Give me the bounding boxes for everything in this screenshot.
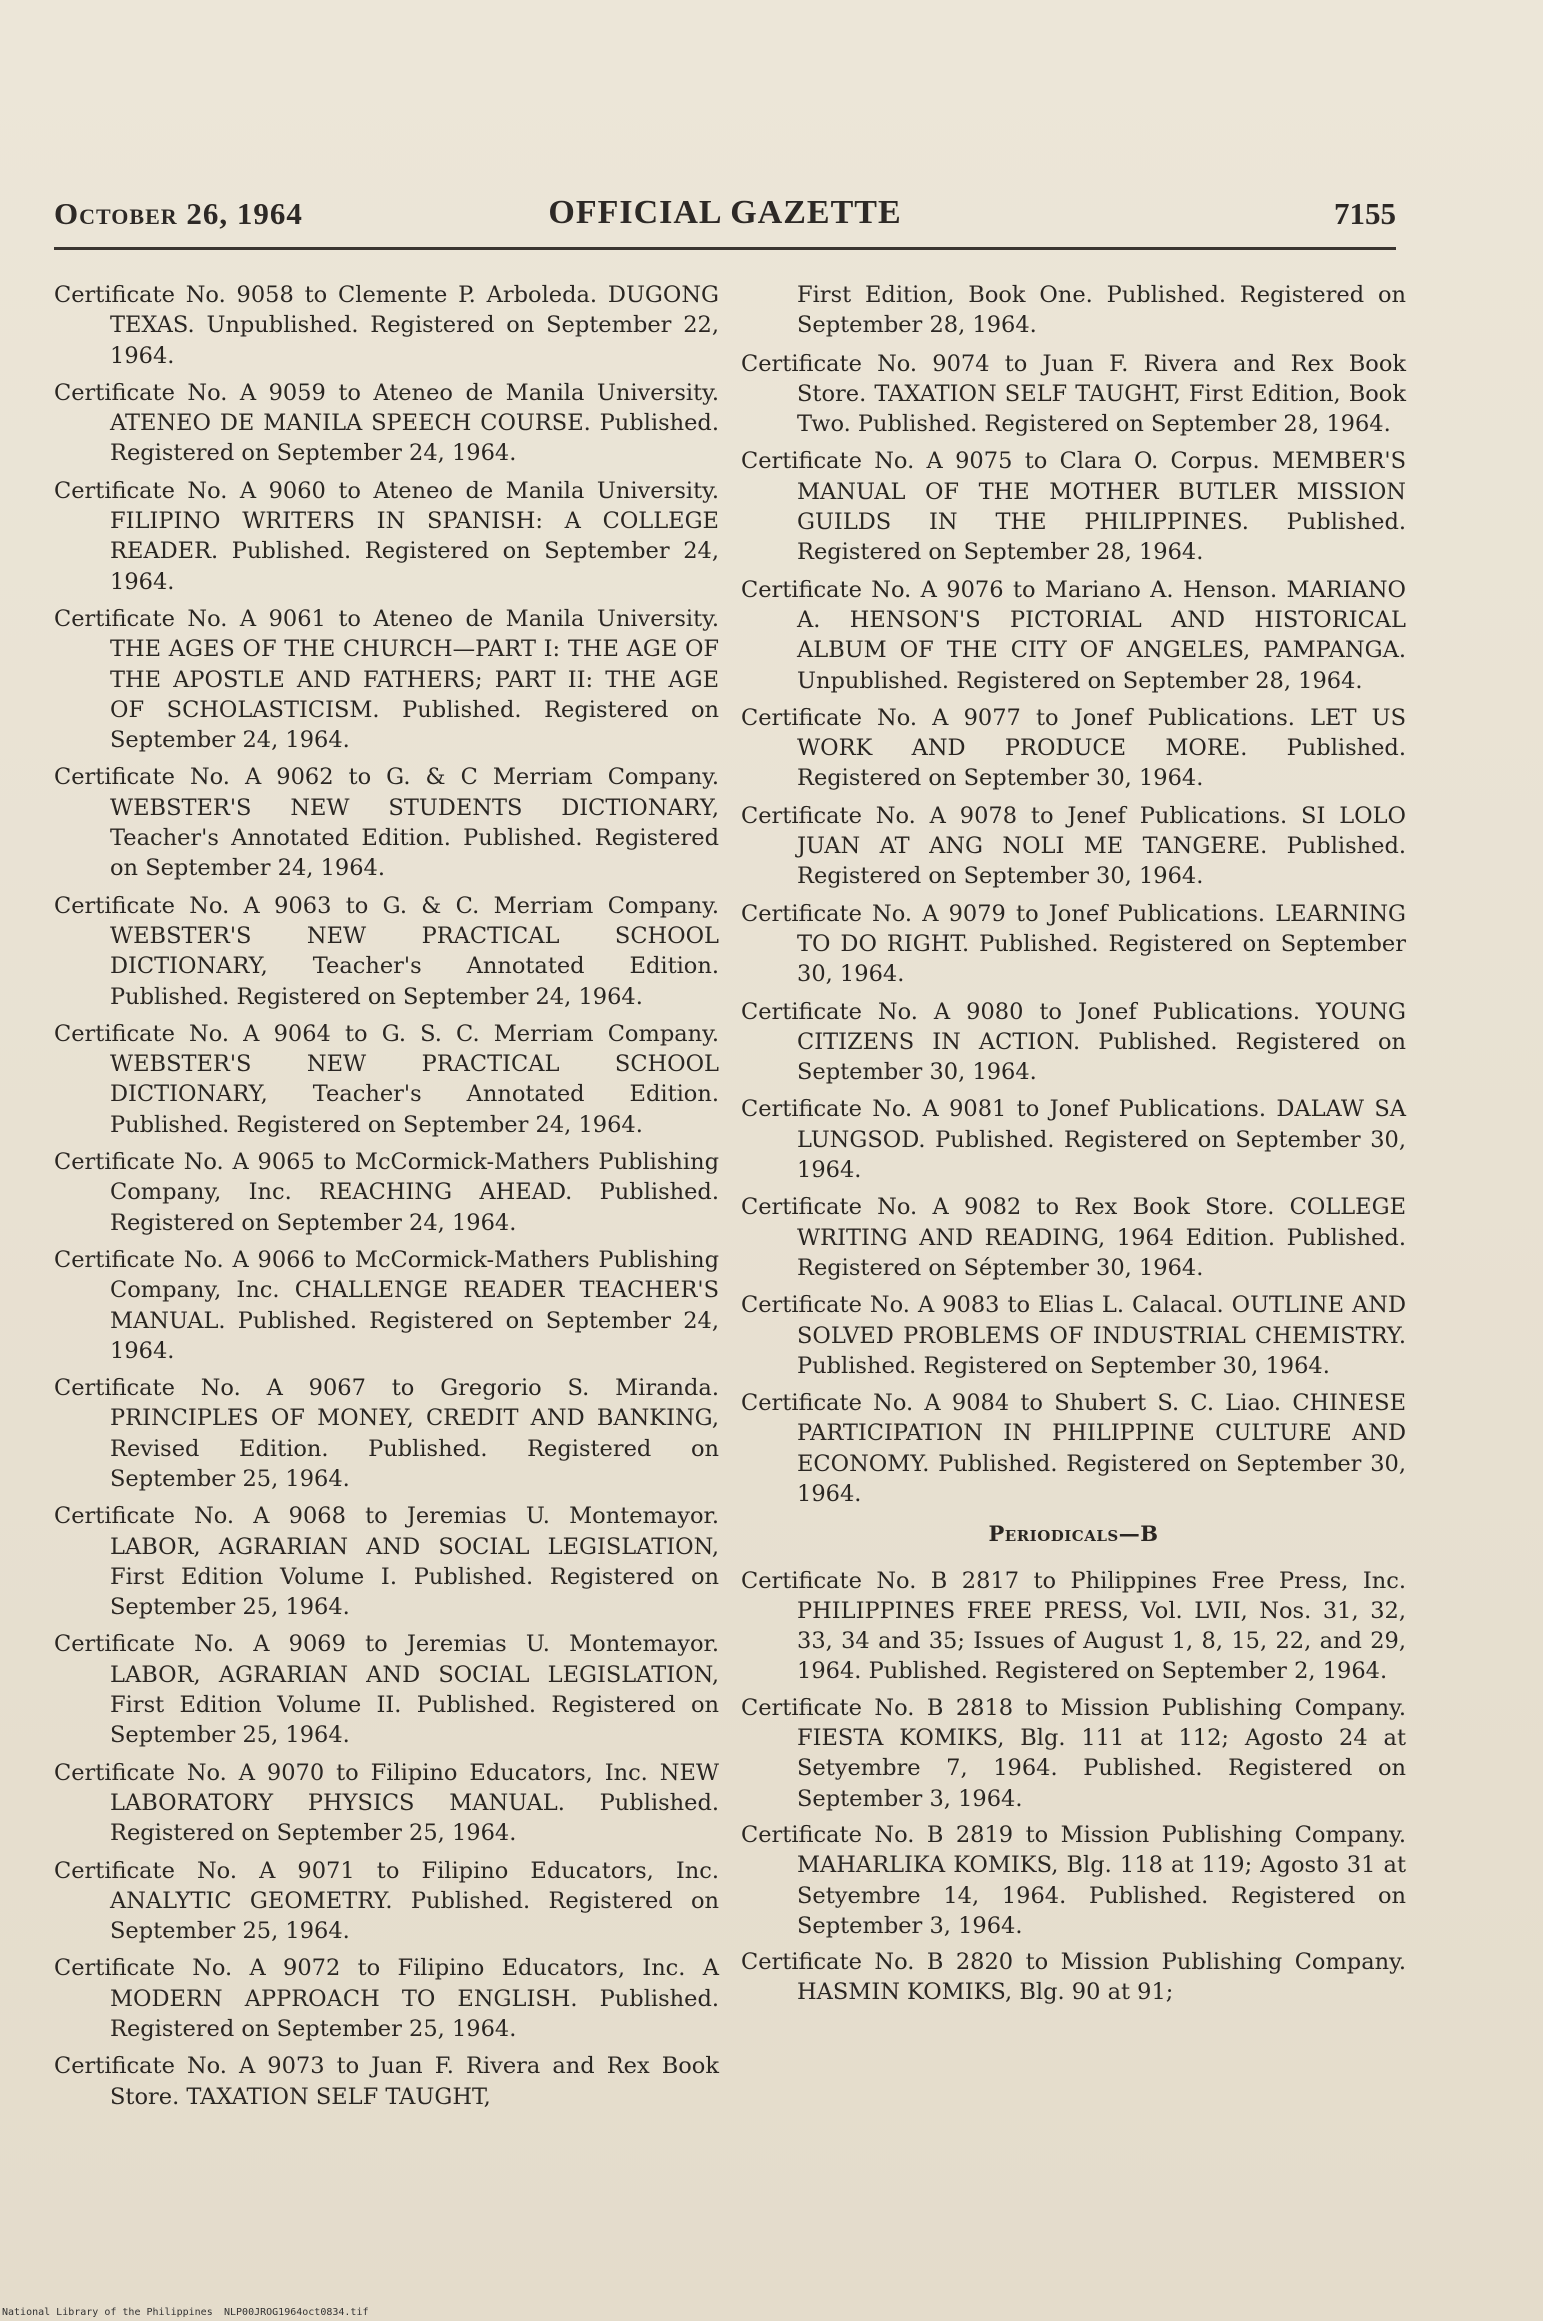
page-header (54, 196, 1396, 238)
certificate-entry: Certificate No. A 9060 to Ateneo de Manila University. FILIPINO WRITERS IN SPANISH: A COLLEGE READER. Published. Registered on September 24, 1964. (54, 477, 719, 595)
certificate-entry: Certificate No. A 9067 to Gregorio S. Miranda. PRINCIPLES OF MONEY, CREDIT AND BANKING, Revised Edition. Published. Registered on September 25, 1964. (54, 1375, 719, 1492)
issue-date: October 26, 1964 (54, 196, 303, 231)
certificate-entry: Certificate No. A 9065 to McCormick-Mathers Publishing Company, Inc. REACHING AHEAD. Published. Registered on September 24, 1964. (54, 1149, 719, 1236)
certificate-entry: Certificate No. A 9059 to Ateneo de Manila University. ATENEO DE MANILA SPEECH COURSE. Published. Registered on September 24, 1964. (54, 379, 719, 467)
certificate-entry: Certificate No. A 9064 to G. S. C. Merriam Company. WEBSTER'S NEW PRACTICAL SCHOOL DICTIONARY, Teacher's Annotated Edition. Published. Registered on September 24, 1964. (54, 1020, 719, 1138)
certificate-entry: Certificate No. A 9066 to McCormick-Mathers Publishing Company, Inc. CHALLENGE READER TEACHER'S MANUAL. Published. Registered on September 24, 1964. (54, 1246, 719, 1364)
certificate-entry: Certificate No. A 9073 to Juan F. Rivera and Rex Book Store. TAXATION SELF TAUGHT, (54, 2053, 719, 2110)
certificate-entry: Certificate No. A 9082 to Rex Book Store. COLLEGE WRITING AND READING, 1964 Edition. Published. Registered on Séptember 30, 1964. (741, 1194, 1406, 1281)
certificate-entry: Certificate No. A 9072 to Filipino Educators, Inc. A MODERN APPROACH TO ENGLISH. Published. Registered on September 25, 1964. (54, 1955, 719, 2043)
periodical-entry: Certificate No. B 2817 to Philippines Free Press, Inc. PHILIPPINES FREE PRESS, Vol. LVII, Nos. 31, 32, 33, 34 and 35; Issues of August 1, 8, 15, 22, and 29, 1964. Published. Registered on September 2, 1964. (741, 1567, 1406, 1685)
certificate-entry: Certificate No. A 9081 to Jonef Publications. DALAW SA LUNGSOD. Published. Registered on September 30, 1964. (741, 1096, 1406, 1184)
periodical-entry: Certificate No. B 2820 to Mission Publishing Company. HASMIN KOMIKS, Blg. 90 at 91; (741, 1949, 1406, 2006)
certificate-entry: Certificate No. A 9063 to G. & C. Merriam Company. WEBSTER'S NEW PRACTICAL SCHOOL DICTIONARY, Teacher's Annotated Edition. Published. Registered on September 24, 1964. (54, 892, 719, 1010)
certificate-entry: Certificate No. A 9084 to Shubert S. C. Liao. CHINESE PARTICIPATION IN PHILIPPINE CULTURE AND ECONOMY. Published. Registered on September 30, 1964. (741, 1390, 1406, 1507)
periodical-entry: Certificate No. B 2818 to Mission Publishing Company. FIESTA KOMIKS, Blg. 111 at 112; Agosto 24 at Setyembre 7, 1964. Published. Registered on September 3, 1964. (741, 1694, 1406, 1812)
periodical-entry: Certificate No. B 2819 to Mission Publishing Company. MAHARLIKA KOMIKS, Blg. 118 at 119; Agosto 31 at Setyembre 14, 1964. Published. Registered on September 3, 1964. (741, 1821, 1406, 1939)
certificate-entry-continuation: First Edition, Book One. Published. Registered on September 28, 1964. (797, 282, 1406, 339)
header-rule (54, 247, 1396, 250)
certificate-entry: Certificate No. A 9075 to Clara O. Corpus. MEMBER'S MANUAL OF THE MOTHER BUTLER MISSION GUILDS IN THE PHILIPPINES. Published. Registered on September 28, 1964. (741, 448, 1406, 566)
section-heading: Periodicals—B (988, 1521, 1159, 1547)
certificate-entry: Certificate No. A 9078 to Jenef Publications. SI LOLO JUAN AT ANG NOLI ME TANGERE. Published. Registered on September 30, 1964. (741, 802, 1406, 890)
certificate-entry: Certificate No. A 9076 to Mariano A. Henson. MARIANO A. HENSON'S PICTORIAL AND HISTORICAL ALBUM OF THE CITY OF ANGELES, PAMPANGA. Unpublished. Registered on September 28, 1964. (741, 576, 1406, 694)
certificate-entry: Certificate No. A 9071 to Filipino Educators, Inc. ANALYTIC GEOMETRY. Published. Registered on September 25, 1964. (54, 1857, 719, 1945)
library-credit: National Library of the Philippines (2, 2307, 213, 2318)
right-column (741, 280, 1406, 2014)
certificate-entry: Certificate No. A 9083 to Elias L. Calacal. OUTLINE AND SOLVED PROBLEMS OF INDUSTRIAL CHEMISTRY. Published. Registered on September 30, 1964. (741, 1292, 1406, 1379)
certificate-entry: Certificate No. A 9068 to Jeremias U. Montemayor. LABOR, AGRARIAN AND SOCIAL LEGISLATION, First Edition Volume I. Published. Registered on September 25, 1964. (54, 1503, 719, 1621)
certificate-entry: Certificate No. 9058 to Clemente P. Arboleda. DUGONG TEXAS. Unpublished. Registered on September 22, 1964. (54, 282, 719, 369)
page-number: 7155 (1334, 196, 1396, 231)
certificate-entry: Certificate No. A 9077 to Jonef Publications. LET US WORK AND PRODUCE MORE. Published. Registered on September 30, 1964. (741, 704, 1406, 792)
publication-title: OFFICIAL GAZETTE (548, 194, 902, 231)
certificate-entry: Certificate No. A 9062 to G. & C Merriam Company. WEBSTER'S NEW STUDENTS DICTIONARY, Teacher's Annotated Edition. Published. Registered on September 24, 1964. (54, 764, 719, 882)
scan-footer (2, 2307, 1542, 2321)
certificate-entry: Certificate No. A 9080 to Jonef Publications. YOUNG CITIZENS IN ACTION. Published. Registered on September 30, 1964. (741, 998, 1406, 1086)
scan-filename: NLP00JROG1964oct0834.tif (224, 2307, 369, 2318)
left-column (54, 280, 719, 2119)
certificate-entry: Certificate No. A 9069 to Jeremias U. Montemayor. LABOR, AGRARIAN AND SOCIAL LEGISLATION, First Edition Volume II. Published. Registered on September 25, 1964. (54, 1631, 719, 1749)
certificate-entry: Certificate No. A 9070 to Filipino Educators, Inc. NEW LABORATORY PHYSICS MANUAL. Published. Registered on September 25, 1964. (54, 1759, 719, 1847)
certificate-entry: Certificate No. A 9079 to Jonef Publications. LEARNING TO DO RIGHT. Published. Registered on September 30, 1964. (741, 900, 1406, 988)
certificate-entry: Certificate No. 9074 to Juan F. Rivera and Rex Book Store. TAXATION SELF TAUGHT, First Edition, Book Two. Published. Registered on September 28, 1964. (741, 350, 1406, 438)
certificate-entry: Certificate No. A 9061 to Ateneo de Manila University. THE AGES OF THE CHURCH—PART I: THE AGE OF THE APOSTLE AND FATHERS; PART II: THE AGE OF SCHOLASTICISM. Published. Registered on September 24, 1964. (54, 605, 719, 754)
